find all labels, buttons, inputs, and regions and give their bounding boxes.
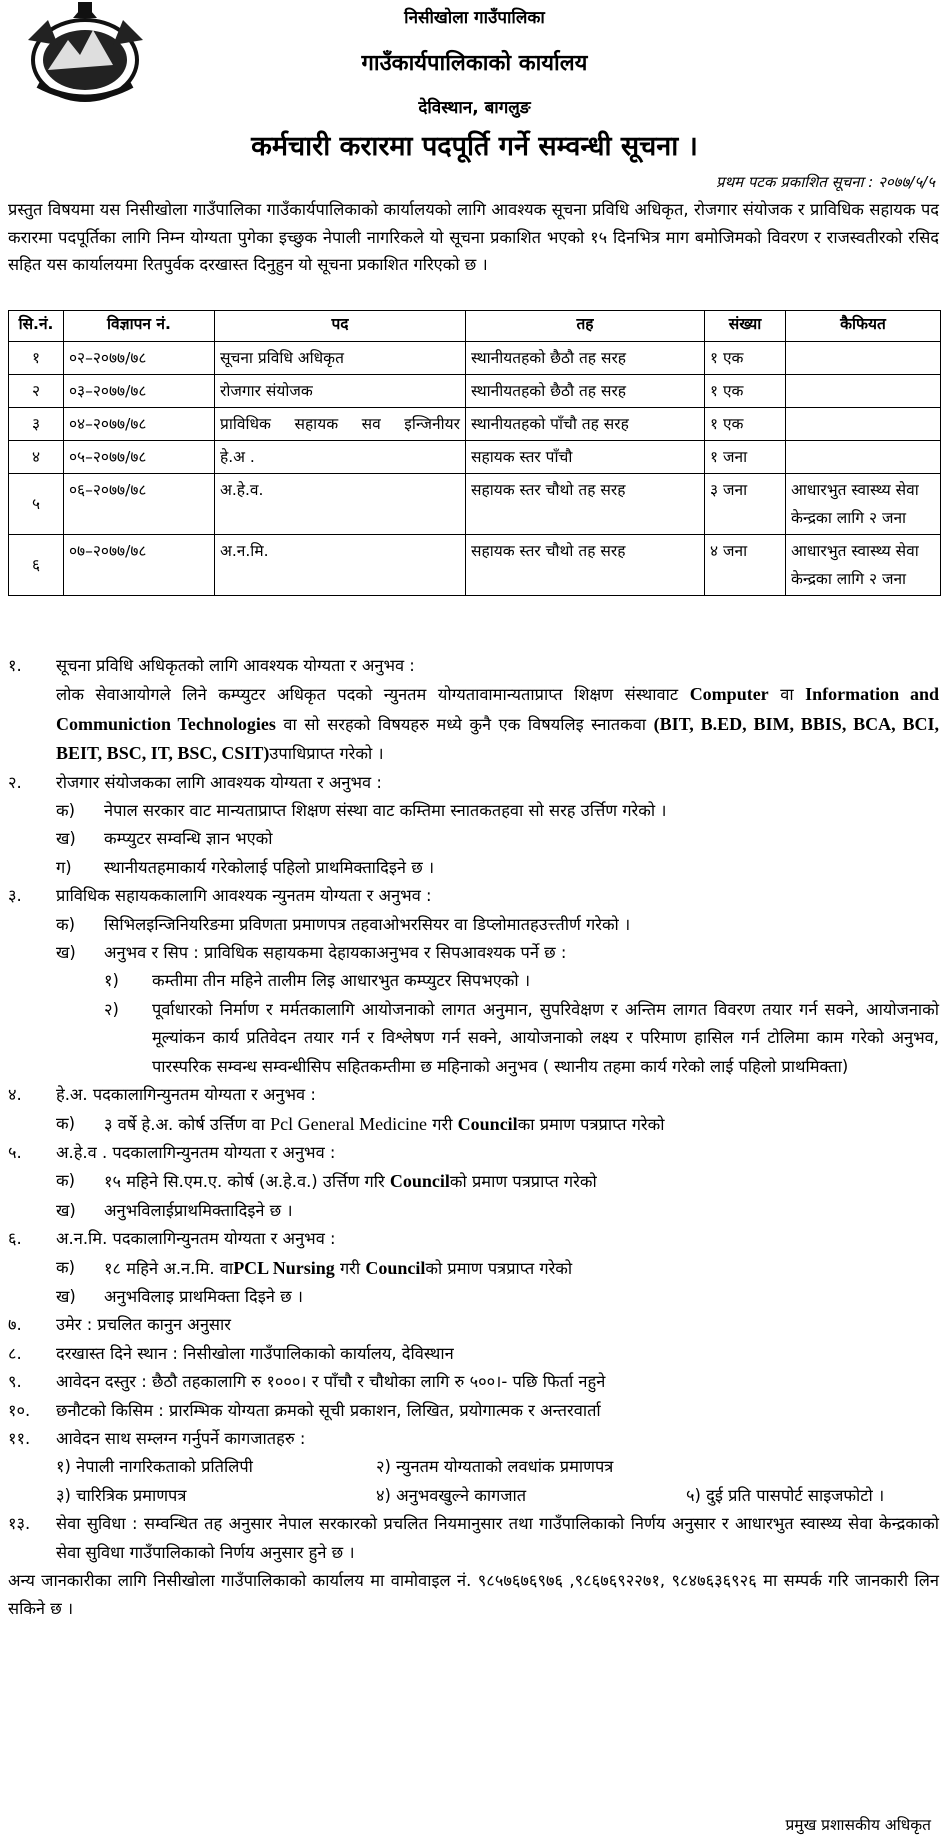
cell-ad-no: ०२–२०७७/७८ (64, 342, 215, 375)
vacancy-table-wrap (8, 310, 941, 596)
cell-post: अ.हे.व. (215, 474, 466, 535)
section-1-body (8, 680, 939, 768)
text-run: वा (780, 685, 794, 705)
cell-ad-no: ०५–२०७७/७८ (64, 441, 215, 474)
section-title: अ.न.मि. पदकालागिन्युनतम योग्यता र अनुभव : (56, 1229, 336, 1249)
item-label: ख) (56, 829, 76, 849)
text-run: का प्रमाण पत्रप्राप्त गरेको (517, 1114, 665, 1134)
cell-sn: ३ (9, 408, 64, 441)
section-number: ८. (8, 1343, 22, 1363)
cell-count: १ एक (705, 375, 786, 408)
item-text: अनुभविलाईप्राथमिक्तादिइने छ । (104, 1200, 293, 1220)
cell-remark (786, 441, 941, 474)
notice-header (8, 0, 941, 176)
text-run: Council (389, 1171, 450, 1192)
item-text: अनुभविलाइ प्राथमिक्ता दिइने छ । (104, 1286, 304, 1306)
contact-paragraph: अन्य जानकारीका लागि निसीखोला गाउँपालिकाको कार्यालय मा वामोवाइल नं. ९८५७६७६९७६ ,९८६७६९२२७१, ९८४७६३६९२६ मा सम्पर्क गरि जानकारी लिन सकिने छ । (8, 1571, 939, 1619)
section-title: हे.अ. पदकालागिन्युनतम योग्यता र अनुभव : (56, 1085, 316, 1105)
table-row (9, 342, 941, 375)
item-label: ख) (56, 1286, 76, 1306)
cell-level: स्थानीयतहको पाँचौ तह सरह (466, 408, 705, 441)
section-title: सूचना प्रविधि अधिकृतको लागि आवश्यक योग्यता र अनुभव : (56, 656, 415, 675)
text-run: PCL Nursing (233, 1257, 335, 1278)
item-text: नेपाल सरकार वाट मान्यताप्राप्त शिक्षण संस्था वाट कम्तिमा स्नातकतहवा सो सरह उर्त्तिण गरेको । (104, 801, 667, 821)
cell-count: ४ जना (705, 535, 786, 596)
table-header-row (9, 311, 941, 342)
office-address: देविस्थान, बागलुङ (418, 98, 531, 118)
section-1-heading (8, 652, 939, 680)
text-run: लोक सेवाआयोगले लिने कम्प्युटर अधिकृत पदको न्युनतम योग्यतावामान्यताप्राप्त शिक्षण संस्थावाट (56, 685, 679, 705)
cell-sn: २ (9, 375, 64, 408)
column-header: विज्ञापन नं. (64, 311, 215, 342)
cell-remark (786, 408, 941, 441)
section-10 (8, 1397, 939, 1425)
cell-sn: ४ (9, 441, 64, 474)
section-text: छनौटको किसिम : प्रारम्भिक योग्यता क्रमको सूची प्रकाशन, लिखित, प्रयोगात्मक र अन्तरवार्ता (56, 1400, 601, 1420)
document-item: ३) चारित्रिक प्रमाणपत्र (56, 1485, 187, 1505)
section-11-heading (8, 1425, 939, 1453)
section-title: अ.हे.व . पदकालागिन्युनतम योग्यता र अनुभव : (56, 1142, 336, 1162)
column-header: पद (215, 311, 466, 342)
text-run: उपाधिप्राप्त गरेको । (269, 744, 384, 764)
cell-ad-no: ०७–२०७७/७८ (64, 535, 215, 596)
section-13 (8, 1510, 939, 1567)
item-text: स्थानीयतहमाकार्य गरेकोलाई पहिलो प्राथमिक्तादिइने छ । (104, 857, 435, 877)
text-run: को प्रमाण पत्रप्राप्त गरेको (425, 1258, 573, 1278)
required-documents (8, 1453, 939, 1510)
document-item (686, 1453, 939, 1481)
cell-ad-no: ०४–२०७७/७८ (64, 408, 215, 441)
item-label: क) (56, 1171, 75, 1191)
office-name: गाउँकार्यपालिकाको कार्यालय (361, 51, 588, 76)
cell-count: १ एक (705, 342, 786, 375)
cell-sn: १ (9, 342, 64, 375)
document-item: ५) दुई प्रति पासपोर्ट साइजफोटो । (686, 1485, 885, 1505)
item-label: क) (56, 1113, 75, 1133)
list-item (8, 1110, 939, 1139)
section-5-heading (8, 1139, 939, 1167)
item-label: क) (56, 801, 75, 821)
list-item (8, 854, 939, 882)
item-label: क) (56, 1257, 75, 1277)
section-number: ६. (8, 1229, 22, 1249)
column-header: संख्या (705, 311, 786, 342)
column-header: कैफियत (786, 311, 941, 342)
section-number: ११. (8, 1428, 31, 1448)
vacancy-table (8, 310, 941, 596)
cell-level: सहायक स्तर चौथो तह सरह (466, 474, 705, 535)
cell-count: १ जना (705, 441, 786, 474)
cell-level: सहायक स्तर पाँचौ (466, 441, 705, 474)
section-7 (8, 1311, 939, 1339)
cell-post: सूचना प्रविधि अधिकृत (215, 342, 466, 375)
section-title: रोजगार संयोजकका लागि आवश्यक योग्यता र अनुभव : (56, 772, 382, 792)
column-header: तह (466, 311, 705, 342)
text-run: Information and Communiction Technologies (56, 684, 939, 734)
sub-list-item (8, 996, 939, 1081)
table-row (9, 441, 941, 474)
publication-date: प्रथम पटक प्रकाशित सूचना : २०७७/५/५ (716, 173, 935, 191)
item-text (104, 1254, 572, 1283)
text-run: Council (457, 1113, 518, 1134)
sub-list-item (8, 967, 939, 995)
section-3-heading (8, 882, 939, 910)
section-number: ९. (8, 1372, 22, 1392)
section-title: आवेदन साथ सम्लग्न गर्नुपर्ने कागजातहरु : (56, 1428, 306, 1448)
cell-level: स्थानीयतहको छैठौ तह सरह (466, 375, 705, 408)
list-item (8, 1197, 939, 1225)
section-2-heading (8, 769, 939, 797)
list-item (8, 797, 939, 825)
cell-post: रोजगार संयोजक (215, 375, 466, 408)
notice-title: कर्मचारी करारमा पदपूर्ति गर्ने सम्वन्धी सूचना । (251, 131, 698, 162)
section-6-heading (8, 1225, 939, 1253)
qualification-sections (8, 652, 939, 1624)
list-item (8, 911, 939, 939)
section-text: सेवा सुविधा : सम्वन्धित तह अनुसार नेपाल सरकारको प्रचलित नियमानुसार तथा गाउँपालिकाको निर्णय अनुसार र आधारभुत स्वास्थ्य सेवा केन्द्रकाको सेवा सुविधा गाउँपालिकाको निर्णय अनुसार हुने छ । (56, 1514, 939, 1562)
document-item: १) नेपाली नागरिकताको प्रतिलिपी (56, 1457, 253, 1477)
section-number: ४. (8, 1085, 22, 1105)
table-row (9, 535, 941, 596)
text-run: Pcl General Medicine (270, 1113, 428, 1134)
cell-post: अ.न.मि. (215, 535, 466, 596)
section-title: प्राविधिक सहायककालागि आवश्यक न्युनतम योग्यता र अनुभव : (56, 886, 432, 906)
text-run: Council (365, 1257, 426, 1278)
text-run: Computer (689, 684, 769, 705)
table-row (9, 474, 941, 535)
item-text: अनुभव र सिप : प्राविधिक सहायकमा देहायकाअनुभव र सिपआवश्यक पर्ने छ : (104, 943, 567, 963)
signatory-title: प्रमुख प्रशासकीय अधिकृत (785, 1815, 931, 1834)
section-8 (8, 1340, 939, 1368)
text-run: १८ महिने अ.न.मि. वा (104, 1258, 234, 1278)
section-text: आवेदन दस्तुर : छैठौ तहकालागि रु १०००। र पाँचौ र चौथोका लागि रु ५००।- पछि फिर्ता नहुने (56, 1372, 606, 1392)
section-number: ३. (8, 886, 22, 906)
municipality-name: निसीखोला गाउँपालिका (404, 8, 545, 28)
cell-sn: ६ (9, 535, 64, 596)
cell-level: सहायक स्तर चौथो तह सरह (466, 535, 705, 596)
list-item (8, 1283, 939, 1311)
cell-count: ३ जना (705, 474, 786, 535)
text-run: गरी (432, 1114, 453, 1134)
section-9 (8, 1368, 939, 1396)
section-number: ५. (8, 1142, 22, 1162)
list-item (8, 1167, 939, 1196)
item-label: ग) (56, 857, 72, 877)
section-text: दरखास्त दिने स्थान : निसीखोला गाउँपालिकाको कार्यालय, देविस्थान (56, 1343, 454, 1363)
cell-ad-no: ०६–२०७७/७८ (64, 474, 215, 535)
item-text: कम्तीमा तीन महिने तालीम लिइ आधारभुत कम्प्युटर सिपभएको । (152, 971, 531, 991)
text-run: वा सो सरहको विषयहरु मध्ये कुनै एक विषयलिइ स्नातकवा (283, 714, 647, 734)
cell-remark (786, 342, 941, 375)
section-4-heading (8, 1081, 939, 1109)
intro-paragraph: प्रस्तुत विषयमा यस निसीखोला गाउँपालिका गाउँकार्यपालिकाको कार्यालयको लागि आवश्यक सूचना प्रविधि अधिकृत, रोजगार संयोजक र प्राविधिक सहायक पद करारमा पदपूर्तिका लागि निम्न योग्यता पुगेका इच्छुक नेपाली नागरिकले यो सूचना प्रकाशित भएको १५ दिनभित्र माग बमोजिमको विवरण र राजस्वतीरको रसिद सहित यस कार्यालयमा रितपुर्वक दरखास्त दिनुहुन यो सूचना प्रकाशित गरिएको छ । (8, 200, 939, 274)
item-text: सिभिलइन्जिनियरिङमा प्रविणता प्रमाणपत्र तहवाओभरसियर वा डिप्लोमातहउत्त्तीर्ण गरेको । (104, 914, 631, 934)
item-text (104, 1167, 597, 1196)
cell-remark (786, 375, 941, 408)
document-item: २) न्युनतम योग्यताको लवधांक प्रमाणपत्र (376, 1457, 614, 1477)
cell-sn: ५ (9, 474, 64, 535)
text-run: को प्रमाण पत्रप्राप्त गरेको (449, 1172, 597, 1192)
section-text: उमेर : प्रचलित कानुन अनुसार (56, 1315, 231, 1335)
list-item (8, 1254, 939, 1283)
table-row (9, 375, 941, 408)
section-number: १०. (8, 1400, 31, 1420)
text-run: १५ महिने सि.एम.ए. कोर्ष (अ.हे.व.) उर्त्तिण गरि (104, 1172, 385, 1192)
cell-ad-no: ०३–२०७७/७८ (64, 375, 215, 408)
document-item: ४) अनुभवखुल्ने कागजात (376, 1485, 527, 1505)
table-row (9, 408, 941, 441)
cell-post: हे.अ . (215, 441, 466, 474)
section-number: २. (8, 772, 22, 792)
item-text: पूर्वाधारको निर्माण र मर्मतकालागि आयोजनाको लागत अनुमान, सुपरिवेक्षण र अन्तिम लागत विवरण तयार गर्न सक्ने, आयोजनाको मूल्यांकन कार्य प्रतिवेदन तयार गर्न र विश्लेषण गर्न सक्ने, आयोजनाको लक्ष्य र परिमाण हासिल गर्न टोलिमा काम गरेको अनुभव, पारस्परिक सम्वन्ध सम्वन्धीसिप सहितकम्तीमा छ महिनाको अनुभव ( स्थानीय तहमा कार्य गरेको लाई पहिलो प्राथमिक्ता) (152, 999, 939, 1076)
cell-level: स्थानीयतहको छैठौ तह सरह (466, 342, 705, 375)
section-number: १३. (8, 1514, 31, 1534)
text-run: (BIT, B.ED, BIM, BBIS, BCA, BCI, BEIT, BSC, IT, BSC, CSIT) (56, 713, 939, 764)
text-run: ३ वर्षे हे.अ. कोर्ष उर्त्तिण वा (104, 1114, 265, 1134)
item-label: ख) (56, 1200, 76, 1220)
section-number: १. (8, 656, 22, 675)
column-header: सि.नं. (9, 311, 64, 342)
item-text (104, 1110, 664, 1139)
cell-remark: आधारभुत स्वास्थ्य सेवा केन्द्रका लागि २ जना (786, 474, 941, 535)
text-run: गरी (339, 1258, 361, 1278)
item-label: २) (104, 999, 119, 1019)
cell-post: प्राविधिक सहायक सव इन्जिनीयर (215, 408, 466, 441)
list-item (8, 825, 939, 853)
item-label: १) (104, 971, 119, 991)
item-text: कम्प्युटर सम्वन्धि ज्ञान भएको (104, 829, 273, 849)
cell-count: १ एक (705, 408, 786, 441)
section-number: ७. (8, 1315, 22, 1335)
item-label: ख) (56, 943, 76, 963)
cell-remark: आधारभुत स्वास्थ्य सेवा केन्द्रका लागि २ जना (786, 535, 941, 596)
item-label: क) (56, 914, 75, 934)
list-item (8, 939, 939, 967)
